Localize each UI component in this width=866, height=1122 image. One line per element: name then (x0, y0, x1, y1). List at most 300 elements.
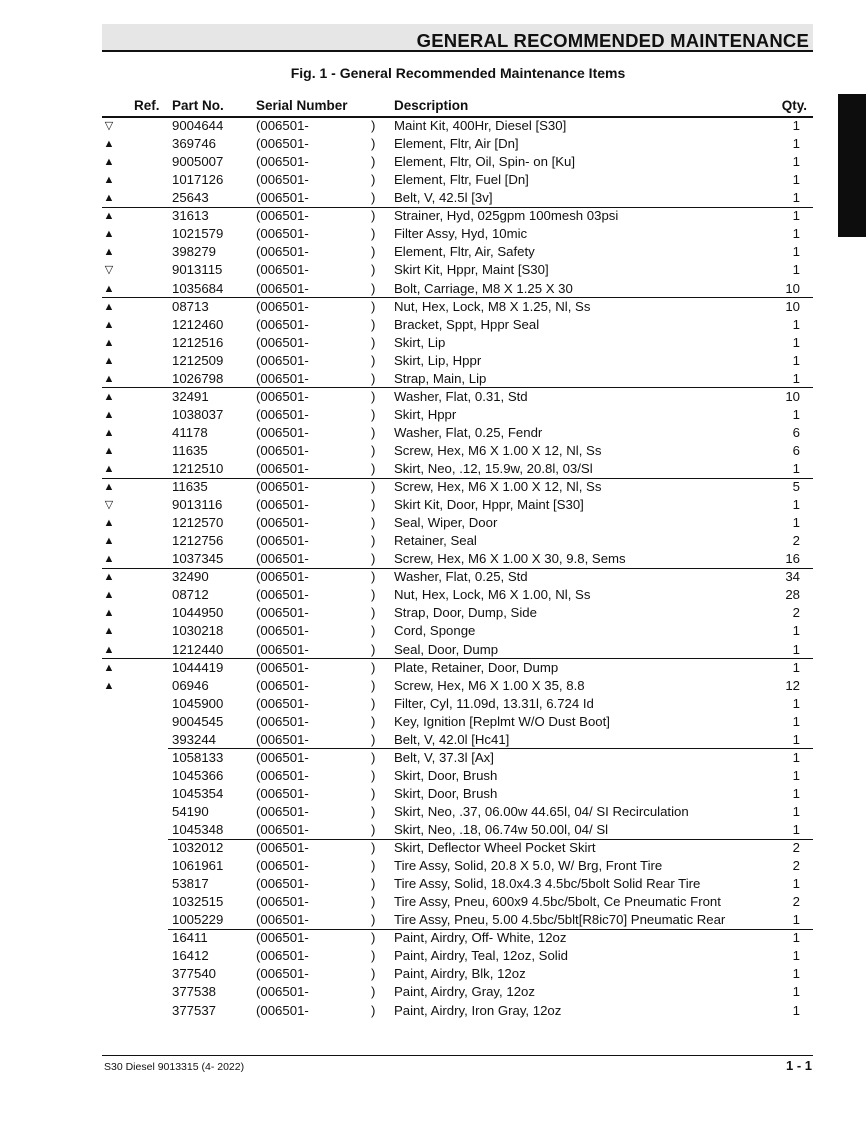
table-row (0, 875, 866, 893)
description: Element, Fltr, Air [Dn] (394, 136, 519, 152)
quantity: 1 (792, 876, 800, 892)
part-number: 377540 (172, 966, 217, 982)
table-row (0, 803, 866, 821)
table-row (0, 641, 866, 659)
serial-close-paren: ) (371, 298, 376, 314)
part-number: 31613 (172, 208, 209, 224)
serial-close-paren: ) (371, 551, 376, 567)
table-row (0, 1002, 866, 1020)
table-row (0, 622, 866, 640)
quantity: 2 (792, 858, 800, 874)
description: Tire Assy, Solid, 20.8 X 5.0, W/ Brg, Front Tire (394, 858, 663, 874)
description: Skirt, Lip (394, 334, 446, 350)
serial-close-paren: ) (371, 118, 376, 133)
serial-close-paren: ) (371, 388, 376, 404)
description: Skirt Kit, Hppr, Maint [S30] (394, 262, 549, 278)
description: Retainer, Seal (394, 533, 477, 549)
serial-number: (006501- (256, 154, 309, 170)
column-header-part-no: Part No. (172, 98, 224, 113)
quantity: 1 (792, 316, 800, 332)
quantity: 1 (792, 136, 800, 152)
part-number: 1212570 (172, 515, 224, 531)
part-number: 1035684 (172, 280, 224, 296)
row-marker-icon: ▽ (104, 264, 114, 277)
quantity: 1 (792, 515, 800, 531)
row-marker-icon: ▲ (103, 625, 115, 638)
serial-close-paren: ) (371, 803, 376, 819)
serial-close-paren: ) (371, 280, 376, 296)
serial-close-paren: ) (371, 912, 376, 928)
quantity: 1 (792, 984, 800, 1000)
part-number: 9005007 (172, 154, 224, 170)
part-number: 369746 (172, 136, 217, 152)
description: Seal, Wiper, Door (394, 515, 498, 531)
quantity: 12 (785, 677, 800, 693)
serial-number: (006501- (256, 172, 309, 188)
serial-number: (006501- (256, 569, 309, 585)
description: Tire Assy, Pneu, 5.00 4.5bc/5blt[R8ic70] Pneumatic Rear (394, 912, 726, 928)
part-number: 16412 (172, 948, 209, 964)
row-marker-icon: ▽ (104, 499, 114, 512)
serial-number: (006501- (256, 352, 309, 368)
part-number: 1212516 (172, 334, 224, 350)
row-marker-icon: ▲ (103, 354, 115, 367)
row-marker-icon: ▲ (103, 462, 115, 475)
description: Skirt, Neo, .12, 15.9w, 20.8l, 03/Sl (394, 460, 593, 476)
header-bar (102, 24, 813, 52)
serial-number: (006501- (256, 605, 309, 621)
serial-number: (006501- (256, 984, 309, 1000)
description: Tire Assy, Pneu, 600x9 4.5bc/5bolt, Ce Pneumatic Front (394, 894, 721, 910)
table-row (0, 117, 866, 135)
part-number: 11635 (172, 479, 208, 494)
serial-number: (006501- (256, 244, 309, 260)
part-number: 1061961 (172, 858, 224, 874)
quantity: 1 (792, 226, 800, 242)
quantity: 1 (792, 749, 800, 765)
part-number: 1038037 (172, 406, 224, 422)
quantity: 1 (792, 460, 800, 476)
part-number: 377537 (172, 1002, 217, 1018)
serial-close-paren: ) (371, 497, 376, 513)
table-row (0, 243, 866, 261)
row-marker-icon: ▲ (103, 174, 115, 187)
part-number: 398279 (172, 244, 217, 260)
serial-number: (006501- (256, 731, 309, 747)
row-marker-icon: ▲ (103, 444, 115, 457)
description: Paint, Airdry, Teal, 12oz, Solid (394, 948, 568, 964)
table-row (0, 153, 866, 171)
description: Element, Fltr, Oil, Spin- on [Ku] (394, 154, 576, 170)
table-row (0, 568, 866, 586)
description: Nut, Hex, Lock, M6 X 1.00, Nl, Ss (394, 587, 591, 603)
table-row (0, 388, 866, 406)
serial-close-paren: ) (371, 695, 376, 711)
row-marker-icon: ▲ (103, 481, 115, 493)
part-number: 9004545 (172, 713, 224, 729)
part-number: 1032515 (172, 894, 224, 910)
quantity: 1 (792, 406, 800, 422)
description: Screw, Hex, M6 X 1.00 X 12, Nl, Ss (394, 442, 602, 458)
table-row (0, 731, 866, 749)
table-row (0, 261, 866, 279)
part-number: 1045348 (172, 822, 224, 837)
table-row (0, 713, 866, 731)
serial-number: (006501- (256, 966, 309, 982)
part-number: 1058133 (172, 749, 224, 765)
serial-close-paren: ) (371, 623, 376, 639)
table-row (0, 947, 866, 965)
table-row (0, 189, 866, 207)
quantity: 2 (792, 894, 800, 910)
description: Belt, V, 42.0l [Hc41] (394, 731, 510, 747)
serial-close-paren: ) (371, 605, 376, 621)
row-marker-icon: ▲ (103, 192, 115, 205)
serial-close-paren: ) (371, 984, 376, 1000)
table-row (0, 550, 866, 568)
serial-number: (006501- (256, 587, 309, 603)
part-number: 1044950 (172, 605, 224, 621)
serial-number: (006501- (256, 822, 309, 837)
table-row (0, 839, 866, 857)
description: Strap, Door, Dump, Side (394, 605, 537, 621)
quantity: 1 (792, 118, 800, 133)
description: Skirt, Neo, .37, 06.00w 44.65l, 04/ SI Recirculation (394, 803, 689, 819)
serial-number: (006501- (256, 460, 309, 476)
serial-close-paren: ) (371, 966, 376, 982)
serial-close-paren: ) (371, 515, 376, 531)
part-number: 1212440 (172, 641, 224, 657)
part-number: 08712 (172, 587, 209, 603)
serial-number: (006501- (256, 334, 309, 350)
table-row (0, 478, 866, 496)
row-marker-icon: ▲ (103, 426, 115, 439)
quantity: 1 (792, 713, 800, 729)
serial-close-paren: ) (371, 731, 376, 747)
description: Screw, Hex, M6 X 1.00 X 30, 9.8, Sems (394, 551, 626, 567)
serial-number: (006501- (256, 623, 309, 639)
part-number: 1045900 (172, 695, 224, 711)
part-number: 1017126 (172, 172, 224, 188)
serial-number: (006501- (256, 930, 309, 946)
description: Tire Assy, Solid, 18.0x4.3 4.5bc/5bolt Solid Rear Tire (394, 876, 701, 892)
table-row (0, 821, 866, 839)
serial-number: (006501- (256, 659, 309, 675)
serial-close-paren: ) (371, 208, 376, 224)
table-row (0, 171, 866, 189)
table-row (0, 460, 866, 478)
row-marker-icon: ▲ (103, 210, 115, 223)
part-number: 1045366 (172, 767, 224, 783)
part-number: 41178 (172, 424, 208, 440)
serial-close-paren: ) (371, 262, 376, 278)
quantity: 34 (785, 569, 800, 585)
row-marker-icon: ▲ (103, 138, 115, 151)
serial-number: (006501- (256, 803, 309, 819)
description: Paint, Airdry, Gray, 12oz (394, 984, 535, 1000)
row-marker-icon: ▲ (103, 553, 115, 566)
serial-number: (006501- (256, 479, 309, 494)
description: Skirt Kit, Door, Hppr, Maint [S30] (394, 497, 584, 513)
description: Belt, V, 42.5l [3v] (394, 190, 493, 206)
quantity: 28 (785, 587, 800, 603)
quantity: 1 (792, 497, 800, 513)
table-row (0, 334, 866, 352)
table-row (0, 406, 866, 424)
quantity: 1 (792, 948, 800, 964)
part-number: 1026798 (172, 370, 224, 386)
table-row (0, 316, 866, 334)
part-number: 53817 (172, 876, 209, 892)
description: Filter Assy, Hyd, 10mic (394, 226, 528, 242)
table-row (0, 298, 866, 316)
page-title: GENERAL RECOMMENDED MAINTENANCE (416, 30, 809, 51)
table-row (0, 207, 866, 225)
quantity: 1 (792, 803, 800, 819)
quantity: 1 (792, 912, 800, 928)
quantity: 1 (792, 731, 800, 747)
serial-close-paren: ) (371, 876, 376, 892)
row-marker-icon: ▲ (103, 571, 115, 584)
table-row (0, 893, 866, 911)
quantity: 5 (792, 479, 800, 494)
serial-number: (006501- (256, 695, 309, 711)
serial-number: (006501- (256, 370, 309, 386)
quantity: 1 (792, 785, 800, 801)
serial-number: (006501- (256, 858, 309, 874)
description: Element, Fltr, Air, Safety (394, 244, 535, 260)
serial-number: (006501- (256, 298, 309, 314)
description: Filter, Cyl, 11.09d, 13.31l, 6.724 Id (394, 695, 594, 711)
description: Washer, Flat, 0.25, Fendr (394, 424, 543, 440)
serial-close-paren: ) (371, 767, 376, 783)
table-row (0, 532, 866, 550)
part-number: 06946 (172, 677, 209, 693)
part-number: 16411 (172, 930, 208, 946)
column-header-ref: Ref. (134, 98, 160, 113)
table-row (0, 424, 866, 442)
part-number: 1030218 (172, 623, 224, 639)
serial-close-paren: ) (371, 406, 376, 422)
row-marker-icon: ▲ (103, 408, 115, 421)
quantity: 1 (792, 930, 800, 946)
serial-number: (006501- (256, 785, 309, 801)
table-row (0, 280, 866, 298)
row-marker-icon: ▲ (103, 661, 115, 674)
serial-number: (006501- (256, 894, 309, 910)
part-number: 11635 (172, 442, 208, 458)
description: Skirt, Hppr (394, 406, 457, 422)
part-number: 1212756 (172, 533, 224, 549)
table-row (0, 514, 866, 532)
table-row (0, 496, 866, 514)
table-row (0, 785, 866, 803)
serial-close-paren: ) (371, 154, 376, 170)
serial-number: (006501- (256, 515, 309, 531)
serial-close-paren: ) (371, 424, 376, 440)
row-marker-icon: ▲ (103, 156, 115, 169)
part-number: 377538 (172, 984, 217, 1000)
row-marker-icon: ▲ (103, 336, 115, 349)
serial-close-paren: ) (371, 190, 376, 206)
description: Screw, Hex, M6 X 1.00 X 35, 8.8 (394, 677, 585, 693)
serial-close-paren: ) (371, 442, 376, 458)
serial-close-paren: ) (371, 226, 376, 242)
footer-doc-id: S30 Diesel 9013315 (4- 2022) (104, 1061, 245, 1073)
quantity: 1 (792, 767, 800, 783)
table-row (0, 586, 866, 604)
serial-number: (006501- (256, 713, 309, 729)
row-marker-icon: ▲ (103, 643, 115, 656)
description: Maint Kit, 400Hr, Diesel [S30] (394, 118, 567, 133)
quantity: 1 (792, 208, 800, 224)
serial-close-paren: ) (371, 749, 376, 765)
row-marker-icon: ▲ (103, 228, 115, 241)
serial-close-paren: ) (371, 479, 376, 494)
description: Paint, Airdry, Blk, 12oz (394, 966, 526, 982)
description: Strainer, Hyd, 025gpm 100mesh 03psi (394, 208, 619, 224)
quantity: 1 (792, 659, 800, 675)
quantity: 10 (785, 298, 800, 314)
serial-close-paren: ) (371, 930, 376, 946)
table-row (0, 911, 866, 929)
quantity: 2 (792, 533, 800, 549)
table-row (0, 767, 866, 785)
part-number: 393244 (172, 731, 217, 747)
column-header-qty: Qty. (781, 98, 807, 113)
row-marker-icon: ▽ (104, 120, 114, 132)
description: Skirt, Door, Brush (394, 767, 498, 783)
description: Skirt, Door, Brush (394, 785, 498, 801)
part-number: 32490 (172, 569, 209, 585)
quantity: 2 (792, 840, 800, 855)
serial-number: (006501- (256, 876, 309, 892)
description: Seal, Door, Dump (394, 641, 499, 657)
quantity: 1 (792, 172, 800, 188)
quantity: 1 (792, 641, 800, 657)
part-number: 1212510 (172, 460, 224, 476)
part-number: 08713 (172, 298, 209, 314)
quantity: 1 (792, 352, 800, 368)
row-marker-icon: ▲ (103, 300, 115, 313)
quantity: 1 (792, 966, 800, 982)
table-row (0, 965, 866, 983)
serial-number: (006501- (256, 424, 309, 440)
part-number: 1005229 (172, 912, 224, 928)
serial-number: (006501- (256, 840, 309, 855)
description: Washer, Flat, 0.31, Std (394, 388, 528, 404)
serial-close-paren: ) (371, 460, 376, 476)
table-row (0, 857, 866, 875)
row-marker-icon: ▲ (103, 535, 115, 548)
row-marker-icon: ▲ (103, 679, 115, 692)
row-marker-icon: ▲ (103, 390, 115, 403)
part-number: 1021579 (172, 226, 224, 242)
quantity: 1 (792, 190, 800, 206)
table-row (0, 677, 866, 695)
serial-number: (006501- (256, 749, 309, 765)
serial-number: (006501- (256, 118, 309, 133)
serial-close-paren: ) (371, 334, 376, 350)
serial-number: (006501- (256, 262, 309, 278)
description: Belt, V, 37.3l [Ax] (394, 749, 494, 765)
row-marker-icon: ▲ (103, 607, 115, 620)
page-number: 1 - 1 (785, 1058, 812, 1073)
serial-number: (006501- (256, 533, 309, 549)
serial-number: (006501- (256, 190, 309, 206)
part-number: 1032012 (172, 840, 224, 855)
serial-close-paren: ) (371, 533, 376, 549)
serial-close-paren: ) (371, 948, 376, 964)
quantity: 10 (785, 280, 800, 296)
description: Skirt, Neo, .18, 06.74w 50.00l, 04/ Sl (394, 822, 609, 837)
part-number: 1045354 (172, 785, 224, 801)
part-number: 54190 (172, 803, 209, 819)
description: Nut, Hex, Lock, M8 X 1.25, Nl, Ss (394, 298, 591, 314)
serial-close-paren: ) (371, 785, 376, 801)
serial-number: (006501- (256, 388, 309, 404)
quantity: 1 (792, 370, 800, 386)
serial-number: (006501- (256, 1002, 309, 1018)
quantity: 1 (792, 695, 800, 711)
serial-number: (006501- (256, 767, 309, 783)
serial-number: (006501- (256, 442, 309, 458)
quantity: 2 (792, 605, 800, 621)
description: Cord, Sponge (394, 623, 476, 639)
serial-close-paren: ) (371, 840, 376, 855)
part-number: 25643 (172, 190, 209, 206)
description: Skirt, Deflector Wheel Pocket Skirt (394, 840, 596, 855)
serial-close-paren: ) (371, 822, 376, 837)
serial-close-paren: ) (371, 244, 376, 260)
serial-close-paren: ) (371, 316, 376, 332)
row-marker-icon: ▲ (103, 589, 115, 602)
serial-number: (006501- (256, 641, 309, 657)
table-row (0, 352, 866, 370)
serial-close-paren: ) (371, 370, 376, 386)
description: Element, Fltr, Fuel [Dn] (394, 172, 529, 188)
serial-number: (006501- (256, 316, 309, 332)
description: Paint, Airdry, Iron Gray, 12oz (394, 1002, 562, 1018)
quantity: 1 (792, 154, 800, 170)
serial-number: (006501- (256, 497, 309, 513)
description: Bolt, Carriage, M8 X 1.25 X 30 (394, 280, 573, 296)
part-number: 9013115 (172, 262, 223, 278)
row-marker-icon: ▲ (103, 246, 115, 259)
table-row (0, 929, 866, 947)
figure-title: Fig. 1 - General Recommended Maintenance Items (290, 65, 626, 81)
part-number: 1037345 (172, 551, 224, 567)
table-row (0, 225, 866, 243)
table-row (0, 695, 866, 713)
footer-rule (102, 1055, 813, 1056)
serial-close-paren: ) (371, 858, 376, 874)
table-row (0, 135, 866, 153)
serial-number: (006501- (256, 677, 309, 693)
row-marker-icon: ▲ (103, 372, 115, 385)
table-row (0, 659, 866, 677)
description: Paint, Airdry, Off- White, 12oz (394, 930, 567, 946)
quantity: 10 (785, 388, 800, 404)
quantity: 16 (785, 551, 800, 567)
quantity: 1 (792, 244, 800, 260)
serial-close-paren: ) (371, 659, 376, 675)
part-number: 9004644 (172, 118, 224, 133)
serial-close-paren: ) (371, 1002, 376, 1018)
table-row (0, 604, 866, 622)
quantity: 6 (792, 424, 800, 440)
serial-close-paren: ) (371, 569, 376, 585)
